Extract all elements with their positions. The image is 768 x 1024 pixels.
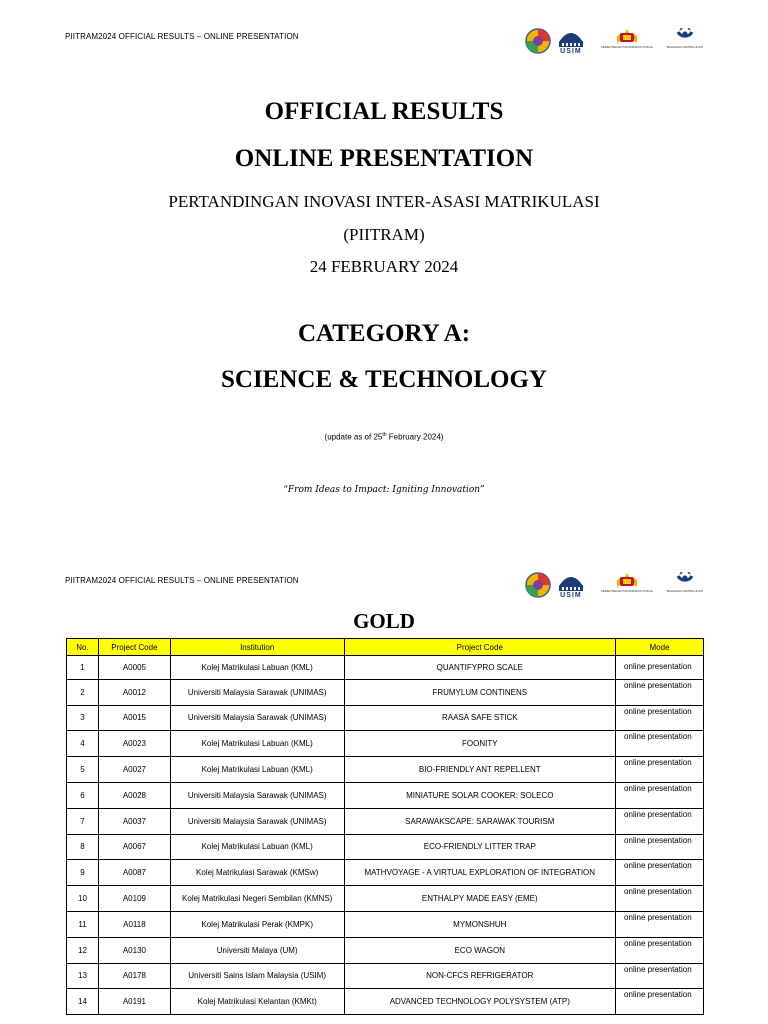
cell-project-title: ECO-FRIENDLY LITTER TRAP (344, 834, 616, 860)
cell-project-title: FRUMYLUM CONTINENS (344, 679, 616, 705)
piitram-logo (525, 572, 551, 598)
cell-project-title: BIO-FRIENDLY ANT REPELLENT (344, 757, 616, 783)
piitram-logo (525, 28, 551, 54)
cell-no: 6 (67, 782, 99, 808)
kpt-caption: KEMENTERIAN PENDIDIKAN TINGGI (600, 589, 653, 593)
cell-institution: Kolej Matrikulasi Perak (KMPK) (170, 911, 344, 937)
cell-project-title: RAASA SAFE STICK (344, 705, 616, 731)
table-row (67, 782, 704, 808)
usim-wordmark: USIM (560, 48, 582, 55)
table-header-row (67, 639, 704, 656)
cell-no: 12 (67, 937, 99, 963)
update-note: (update as of 25th February 2024) (324, 432, 444, 442)
title-online-presentation: ONLINE PRESENTATION (234, 145, 534, 172)
cell-project-code: A0005 (98, 656, 170, 680)
bpm-caption: BAHAGIAN MATRIKULASI (666, 45, 703, 49)
header-text: PIITRAM2024 OFFICIAL RESULTS – ONLINE PRESENTATION (65, 32, 299, 41)
table-row (67, 731, 704, 757)
cell-project-title: MYMONSHUH (344, 911, 616, 937)
table-row (67, 834, 704, 860)
cell-mode: online presentation (616, 656, 704, 680)
header-text: PIITRAM2024 OFFICIAL RESULTS – ONLINE PRESENTATION (65, 576, 299, 585)
cell-mode: online presentation (616, 782, 704, 808)
cell-no: 3 (67, 705, 99, 731)
cell-institution: Universiti Malaysia Sarawak (UNIMAS) (170, 782, 344, 808)
cell-mode: online presentation (616, 860, 704, 886)
table-row (67, 937, 704, 963)
usim-logo (557, 572, 585, 599)
logo-strip (525, 572, 703, 599)
event-acronym: (PIITRAM) (343, 225, 425, 244)
kpt-logo (601, 572, 653, 593)
cell-no: 1 (67, 656, 99, 680)
usim-wordmark: USIM (560, 592, 582, 599)
col-header-project-code: Project Code (98, 639, 170, 656)
cell-institution: Kolej Matrikulasi Labuan (KML) (170, 656, 344, 680)
cell-no: 10 (67, 886, 99, 912)
table-row (67, 705, 704, 731)
cell-project-code: A0015 (98, 705, 170, 731)
cell-institution: Kolej Matrikulasi Labuan (KML) (170, 731, 344, 757)
cell-institution: Kolej Matrikulasi Labuan (KML) (170, 757, 344, 783)
cell-project-title: QUANTIFYPRO SCALE (344, 656, 616, 680)
bpm-caption: BAHAGIAN MATRIKULASI (666, 589, 703, 593)
cell-institution: Kolej Matrikulasi Kelantan (KMKt) (170, 989, 344, 1015)
bpm-logo (667, 28, 703, 49)
col-header-project-title: Project Code (344, 639, 616, 656)
table-row (67, 886, 704, 912)
cell-project-code: A0087 (98, 860, 170, 886)
cell-mode: online presentation (616, 937, 704, 963)
cell-project-code: A0027 (98, 757, 170, 783)
cell-project-code: A0067 (98, 834, 170, 860)
cell-project-code: A0130 (98, 937, 170, 963)
cell-institution: Kolej Matrikulasi Sarawak (KMSw) (170, 860, 344, 886)
cell-mode: online presentation (616, 911, 704, 937)
cell-no: 14 (67, 989, 99, 1015)
event-date: 24 FEBRUARY 2024 (309, 257, 459, 276)
cell-no: 11 (67, 911, 99, 937)
cell-project-title: NON-CFCS REFRIGERATOR (344, 963, 616, 989)
cell-institution: Universiti Malaysia Sarawak (UNIMAS) (170, 679, 344, 705)
col-header-mode: Mode (616, 639, 704, 656)
category-subtitle: SCIENCE & TECHNOLOGY (221, 366, 547, 393)
table-row (67, 989, 704, 1015)
table-row (67, 656, 704, 680)
cell-project-title: ADVANCED TECHNOLOGY POLYSYSTEM (ATP) (344, 989, 616, 1015)
cell-project-code: A0191 (98, 989, 170, 1015)
category-title: CATEGORY A: (297, 320, 471, 347)
kpt-logo (601, 28, 653, 49)
cell-institution: Universiti Malaysia Sarawak (UNIMAS) (170, 808, 344, 834)
cell-mode: online presentation (616, 705, 704, 731)
cell-no: 13 (67, 963, 99, 989)
section-title-gold: GOLD (353, 609, 415, 633)
cell-project-title: SARAWAKSCAPE: SARAWAK TOURISM (344, 808, 616, 834)
usim-logo (557, 28, 585, 55)
table-row (67, 808, 704, 834)
cell-project-title: ENTHALPY MADE EASY (EME) (344, 886, 616, 912)
cell-project-code: A0118 (98, 911, 170, 937)
cell-mode: online presentation (616, 679, 704, 705)
results-table (66, 638, 704, 1015)
table-row (67, 757, 704, 783)
cell-mode: online presentation (616, 963, 704, 989)
cell-project-code: A0037 (98, 808, 170, 834)
cell-institution: Kolej Matrikulasi Labuan (KML) (170, 834, 344, 860)
cell-no: 7 (67, 808, 99, 834)
kpt-caption: KEMENTERIAN PENDIDIKAN TINGGI (600, 45, 653, 49)
cell-institution: Kolej Matrikulasi Negeri Sembilan (KMNS) (170, 886, 344, 912)
cell-no: 4 (67, 731, 99, 757)
table-row (67, 860, 704, 886)
cell-project-code: A0012 (98, 679, 170, 705)
table-row (67, 963, 704, 989)
cell-institution: Universiti Malaysia Sarawak (UNIMAS) (170, 705, 344, 731)
page-header (65, 32, 703, 72)
bpm-logo (667, 572, 703, 593)
cell-project-code: A0109 (98, 886, 170, 912)
cell-mode: online presentation (616, 834, 704, 860)
table-row (67, 679, 704, 705)
cell-project-title: FOONITY (344, 731, 616, 757)
cell-no: 2 (67, 679, 99, 705)
event-name: PERTANDINGAN INOVASI INTER-ASASI MATRIKULASI (168, 192, 600, 211)
title-official-results: OFFICIAL RESULTS (264, 98, 504, 125)
col-header-no: No. (67, 639, 99, 656)
cell-no: 5 (67, 757, 99, 783)
col-header-institution: Institution (170, 639, 344, 656)
cell-mode: online presentation (616, 731, 704, 757)
cell-mode: online presentation (616, 757, 704, 783)
cell-no: 9 (67, 860, 99, 886)
cell-mode: online presentation (616, 989, 704, 1015)
cell-mode: online presentation (616, 886, 704, 912)
cell-project-title: MATHVOYAGE - A VIRTUAL EXPLORATION OF INTEGRATION (344, 860, 616, 886)
cell-project-title: ECO WAGON (344, 937, 616, 963)
table-row (67, 911, 704, 937)
tagline: “From Ideas to Impact: Igniting Innovation” (283, 485, 485, 495)
cell-project-code: A0178 (98, 963, 170, 989)
cell-mode: online presentation (616, 808, 704, 834)
cell-no: 8 (67, 834, 99, 860)
logo-strip (525, 28, 703, 55)
cell-project-code: A0028 (98, 782, 170, 808)
cell-institution: Universiti Sains Islam Malaysia (USIM) (170, 963, 344, 989)
cell-project-code: A0023 (98, 731, 170, 757)
cell-institution: Universiti Malaya (UM) (170, 937, 344, 963)
cell-project-title: MINIATURE SOLAR COOKER: SOLECO (344, 782, 616, 808)
